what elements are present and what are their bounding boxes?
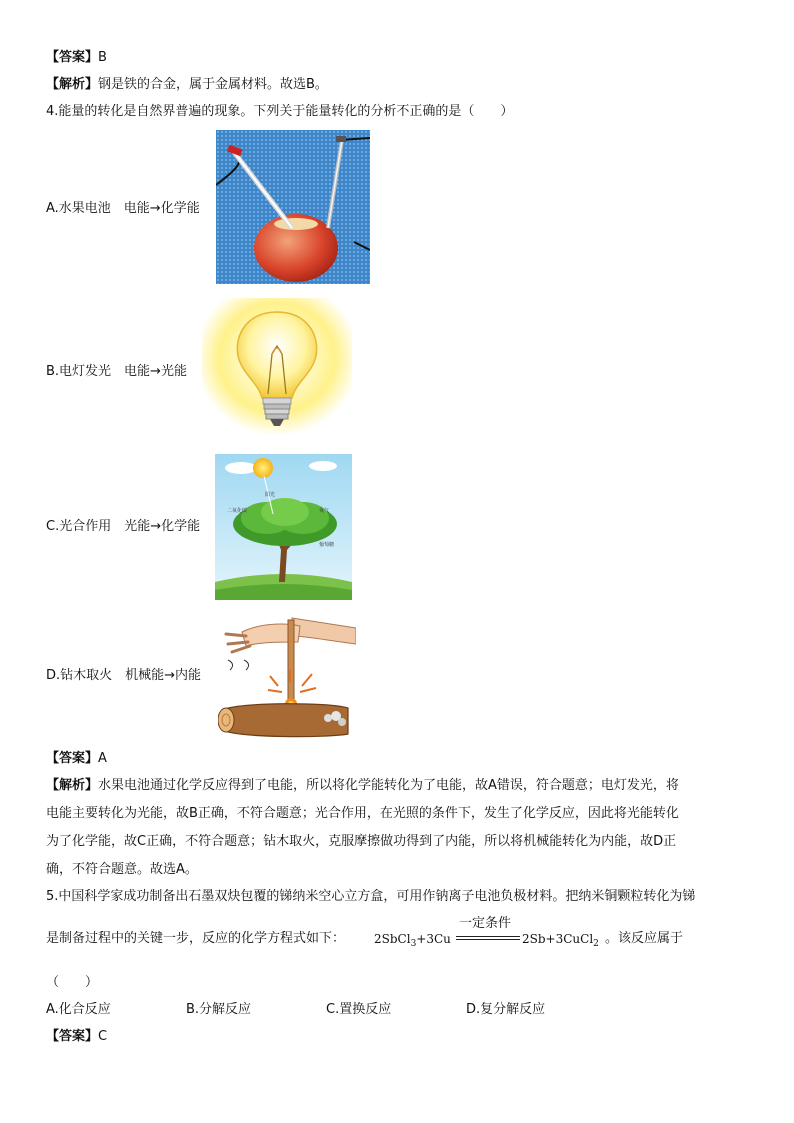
answer-value: B	[98, 50, 107, 65]
answer-label: 【答案】	[46, 50, 99, 65]
analysis-text: 钢是铁的合金，属于金属材料。故选B。	[98, 77, 328, 92]
option-d-label: D.钻木取火 机械能→内能	[46, 668, 202, 683]
answer-value: A	[98, 751, 107, 766]
q4-question: 4.能量的转化是自然界普遍的现象。下列关于能量转化的分析不正确的是（ ）	[46, 104, 514, 119]
q5-choice-a: A.化合反应	[46, 1002, 111, 1017]
option-c-label: C.光合作用 光能→化学能	[46, 519, 201, 534]
q5-choice-b: B.分解反应	[186, 1002, 252, 1017]
tree-label-oxygen: 氧气	[319, 508, 330, 514]
analysis-label: 【解析】	[46, 778, 99, 793]
equation-condition: 一定条件	[459, 916, 512, 931]
photosynthesis-tree-image	[215, 454, 352, 600]
equation-left	[374, 929, 451, 954]
answer-label: 【答案】	[46, 1029, 99, 1044]
q4-analysis-line-2: 电能主要转化为光能，故B正确，不符合题意；光合作用，在光照的条件下，发生了化学反应，因此将光能转化	[46, 806, 679, 821]
q4-answer	[46, 749, 107, 769]
q3-answer	[46, 48, 107, 68]
fruit-battery-image	[216, 130, 370, 284]
option-a-label: A.水果电池 电能→化学能	[46, 201, 200, 216]
q4-analysis-line-1	[46, 776, 679, 796]
q5-choice-c: C.置换反应	[326, 1002, 392, 1017]
light-bulb-image	[202, 298, 352, 440]
q5-line2-suffix: 。该反应属于	[605, 931, 684, 946]
drilling-wood-fire-image	[218, 612, 356, 740]
tree-label-glucose: 葡萄糖	[319, 542, 335, 548]
tree-label-sunlight: 阳光	[265, 492, 276, 498]
eq-left-copper: +3Cu	[416, 932, 451, 946]
equation-right	[522, 929, 599, 954]
answer-value: C	[98, 1029, 108, 1044]
q5-line2-prefix: 是制备过程中的关键一步，反应的化学方程式如下：	[46, 931, 346, 946]
equation-double-line	[456, 936, 520, 940]
q5-question-line-2	[46, 929, 345, 949]
q5-question-line-1: 5.中国科学家成功制备出石墨双炔包覆的锑纳米空心立方盒，可用作钠离子电池负极材料。把纳米铜颗粒转化为锑	[46, 889, 696, 904]
eq-left-formula: 2SbCl	[374, 932, 411, 946]
answer-label: 【答案】	[46, 751, 99, 766]
analysis-text: 水果电池通过化学反应得到了电能，所以将化学能转化为了电能，故A错误，符合题意；电灯发光，将	[98, 778, 679, 793]
q5-answer	[46, 1027, 107, 1047]
analysis-label: 【解析】	[46, 77, 99, 92]
eq-right-subscript: 2	[593, 939, 599, 949]
tree-label-co2: 二氧化碳	[227, 508, 248, 514]
q5-answer-paren: （ ）	[46, 975, 99, 990]
eq-right-formula: 2Sb+3CuCl	[522, 932, 594, 946]
option-b-label: B.电灯发光 电能→光能	[46, 364, 187, 379]
q5-choice-d: D.复分解反应	[466, 1002, 546, 1017]
q3-analysis	[46, 75, 328, 95]
eq-left-subscript: 3	[410, 939, 417, 949]
q4-analysis-line-4: 确，不符合题意。故选A。	[46, 862, 198, 877]
q4-analysis-line-3: 为了化学能，故C正确，不符合题意；钻木取火，克服摩擦做功得到了内能，所以将机械能转化为内能，故D正	[46, 834, 677, 849]
